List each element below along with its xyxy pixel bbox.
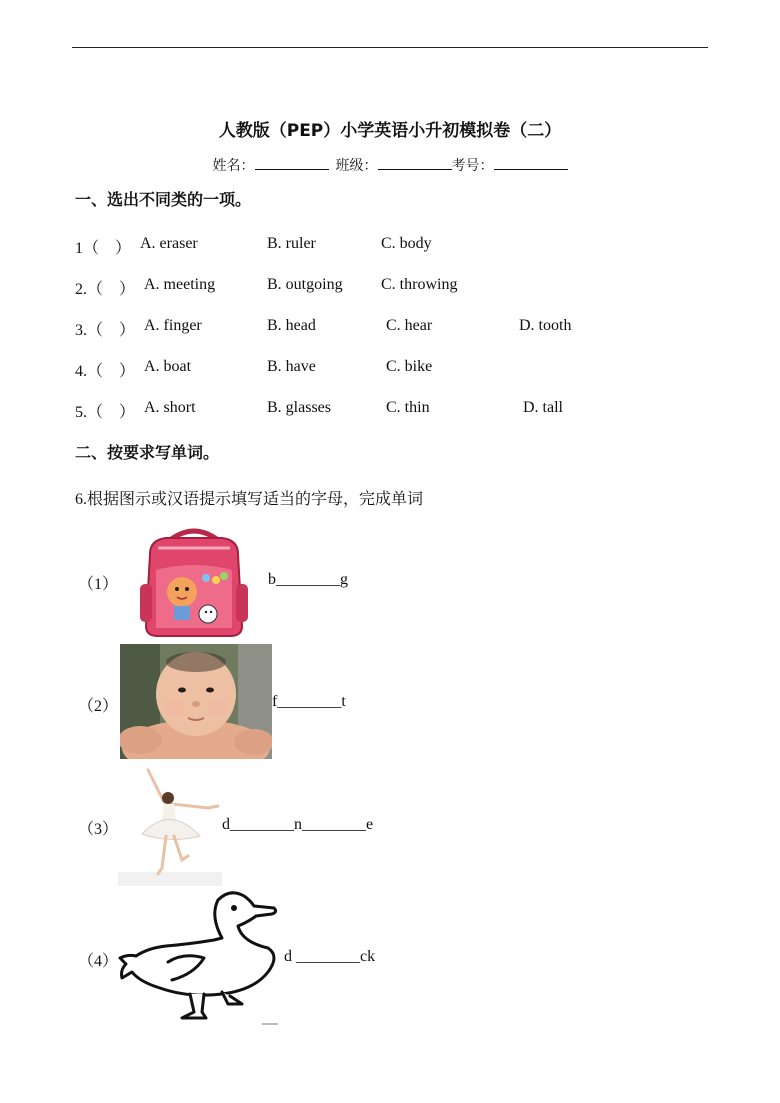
option-d: D. tall	[523, 399, 563, 416]
page-title: 人教版（PEP）小学英语小升初模拟卷（二）	[218, 121, 562, 141]
option-c: C. thin	[386, 399, 430, 416]
question-number: 5.（ ）	[75, 404, 136, 421]
option-b: B. have	[267, 358, 316, 375]
word-hint: d________n________e	[222, 816, 374, 833]
word-hint: b________g	[268, 571, 348, 588]
option-a: A. meeting	[144, 276, 216, 293]
item-label: （2）	[78, 698, 119, 715]
header-rule	[72, 47, 708, 48]
chubby-baby-picture	[120, 644, 272, 759]
word-hint: f________t	[272, 693, 346, 710]
option-b: B. ruler	[267, 235, 316, 252]
option-a: A. finger	[144, 317, 202, 334]
option-a: A. boat	[144, 358, 192, 375]
question-number: 4.（ ）	[75, 363, 136, 380]
section2-heading: 二、按要求写单词。	[75, 443, 220, 462]
question6-instruction: 6.根据图示或汉语提示填写适当的字母，完成单词	[75, 491, 424, 508]
option-c: C. bike	[386, 358, 433, 375]
option-a: A. short	[144, 399, 196, 416]
option-a: A. eraser	[140, 235, 198, 252]
item-label: （4）	[78, 953, 119, 970]
option-b: B. glasses	[267, 399, 331, 416]
name-blank[interactable]	[255, 157, 329, 170]
schoolbag-picture	[136, 526, 252, 638]
option-d: D. tooth	[519, 317, 572, 334]
duck-drawing	[118, 886, 284, 1030]
name-label: 姓名：	[212, 159, 255, 174]
option-c: C. body	[381, 235, 432, 252]
word-hint: d ________ck	[284, 948, 376, 965]
option-c: C. throwing	[381, 276, 458, 293]
class-label: 班级：	[335, 159, 378, 174]
question-number: 3.（ ）	[75, 322, 136, 339]
section1-heading: 一、选出不同类的一项。	[75, 190, 252, 209]
ballerina-picture	[118, 764, 222, 886]
option-b: B. outgoing	[267, 276, 343, 293]
number-blank[interactable]	[494, 157, 568, 170]
number-label: 考号：	[451, 159, 494, 174]
question-number: 1（ ）	[75, 240, 132, 257]
class-blank[interactable]	[378, 157, 452, 170]
item-label: （3）	[78, 821, 119, 838]
option-b: B. head	[267, 317, 316, 334]
option-c: C. hear	[386, 317, 433, 334]
student-info-line	[0, 155, 780, 175]
item-label: （1）	[78, 576, 119, 593]
question-number: 2.（ ）	[75, 281, 136, 298]
